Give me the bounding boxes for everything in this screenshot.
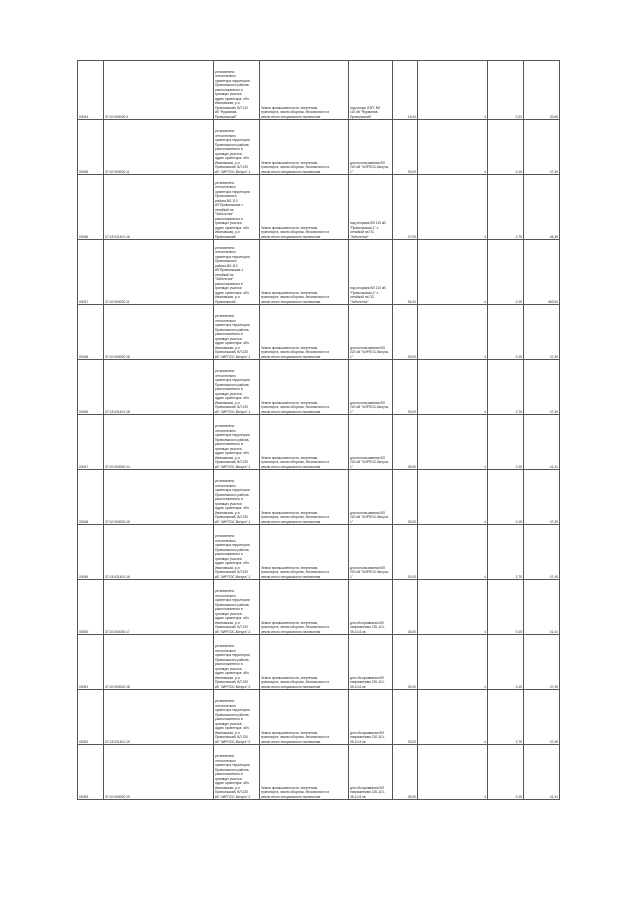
table-row bbox=[78, 415, 560, 470]
location-description: установлено относительно ориентира территория Приволжского района, расположенного в границах участка адрес ориентира: обл. Ивановская, р-н Приволжский, ВЛ 220 кВ "ЧИРПОС-Вичуга"-2 bbox=[214, 690, 260, 745]
cadastral-number: 37:10:000000:18 bbox=[104, 635, 214, 690]
area-value: 30,00 bbox=[393, 305, 418, 360]
location-description: установлено относительно ориентира территория Приволжского района, расположенного в границах участка адрес ориентира: обл. Ивановская, р-н Приволжский, ВЛ 220 кВ "ЧИРПОС-Вичуга"-1 bbox=[214, 525, 260, 580]
row-id: 00049 bbox=[78, 525, 104, 580]
land-category: Земли промышленности, энергетики, транспорта, земли обороны, безопасности и земли иного специального назначения bbox=[260, 240, 349, 305]
cadastral-value: 47,49 bbox=[524, 360, 560, 415]
cadastral-number: 37:10:000000:11 bbox=[104, 240, 214, 305]
code-digit: 4 bbox=[418, 525, 488, 580]
coefficient-value: 0,15 bbox=[488, 120, 524, 175]
location-description: установлено относительно ориентира территория Приволжского района, расположенного в границах участка адрес ориентира: обл. Ивановская, р-н Приволжский, ВЛ 220 кВ "ЧИРПОС-Вичуга"-1 bbox=[214, 360, 260, 415]
coefficient-value: 0,15 bbox=[488, 470, 524, 525]
cadastral-number: 37:13:031401:19 bbox=[104, 690, 214, 745]
code-digit: 4 bbox=[418, 240, 488, 305]
row-id: 00051 bbox=[78, 635, 104, 690]
location-description: установлено относительно ориентира территория Приволжского района, расположенного в границах участка адрес ориентира: обл. Ивановская, р-н Приволжский, ВЛ 220 кВ "ЧИРПОС-Вичуга"-2 bbox=[214, 745, 260, 800]
code-digit: 4 bbox=[418, 305, 488, 360]
location-description: установлено относительно ориентира территория Приволжского района, расположенного в границах участка адрес ориентира: обл. Ивановская, р-н Приволжский, ВЛ 110 кВ "Фурманов- Приволжский" bbox=[214, 61, 260, 120]
coefficient-value: 0,15 bbox=[488, 305, 524, 360]
table-row bbox=[78, 470, 560, 525]
table-row bbox=[78, 635, 560, 690]
table-row bbox=[78, 175, 560, 240]
coefficient-value: 0,15 bbox=[488, 580, 524, 635]
land-category: Земли промышленности, энергетики, транспорта, земли обороны, безопасности и земли иного специального назначения bbox=[260, 745, 349, 800]
land-category: Земли промышленности, энергетики, транспорта, земли обороны, безопасности и земли иного специального назначения bbox=[260, 635, 349, 690]
table-row bbox=[78, 61, 560, 120]
permitted-use: под опорами ВЛ 110 кВ "Приволжская-1" с отпайкой на ПС "Заболотье" bbox=[349, 240, 393, 305]
location-description: установлено относительно ориентира территория Приволжского района,ВЛ-110 кВ"Приволжская-т отпайкой на "Заболотье" расположенного в границах участка адрес ориентира: обл. Ивановская, р-н Приволжский bbox=[214, 175, 260, 240]
coefficient-value: 0,15 bbox=[488, 240, 524, 305]
cadastral-value: 47,49 bbox=[524, 120, 560, 175]
area-value: 27,00 bbox=[393, 175, 418, 240]
land-plots-table bbox=[77, 60, 560, 800]
location-description: установлено относительно ориентира территория Приволжского района, расположенного в границах участка адрес ориентира: обл. Ивановская, р-н Приволжский, ВЛ 220 кВ "ЧИРПОС-Вичуга"-1 bbox=[214, 305, 260, 360]
table-row bbox=[78, 305, 560, 360]
code-digit: 4 bbox=[418, 61, 488, 120]
land-category: Земли промышленности, энергетики, транспорта, земли обороны, безопасности и земли иного специального назначения bbox=[260, 360, 349, 415]
row-id: 00047 bbox=[78, 415, 104, 470]
cadastral-value: 47,49 bbox=[524, 305, 560, 360]
coefficient-value: 2,75 bbox=[488, 360, 524, 415]
code-digit: 4 bbox=[418, 415, 488, 470]
location-description: установлено относительно ориентира территория Приволжского района, расположенного в границах участка адрес ориентира: обл. Ивановская, р-н Приволжский, ВЛ 220 кВ "ЧИРПОС-Вичуга"-2 bbox=[214, 580, 260, 635]
code-digit: 4 bbox=[418, 635, 488, 690]
coefficient-value: 0,15 bbox=[488, 415, 524, 470]
land-category: Земли промышленности, энергетики, транспорта, земли обороны, безопасности и земли иного специального назначения bbox=[260, 61, 349, 120]
table-row bbox=[78, 580, 560, 635]
row-id: 00046 bbox=[78, 175, 104, 240]
permitted-use: для обслуживания ВЛ напряжением 220-110- 35-10-6 кв bbox=[349, 580, 393, 635]
row-id: 00052 bbox=[78, 690, 104, 745]
code-digit: 4 bbox=[418, 690, 488, 745]
permitted-use: для использования ВЛ 220 кВ "ЧИРПОС-Вичуга- 1" bbox=[349, 305, 393, 360]
table-row bbox=[78, 745, 560, 800]
location-description: установлено относительно ориентира территория Приволжского района, расположенного в границах участка адрес ориентира: обл. Ивановская, р-н Приволжский, ВЛ 220 кВ "ЧИРПОС-Вичуга"-2 bbox=[214, 635, 260, 690]
permitted-use: под опоры ЛЭП, ВЛ 110 кВ "Фурманов- Приволжский" bbox=[349, 61, 393, 120]
permitted-use: для использования ВЛ 220 кВ "ЧИРПОС-Вичуга- 1" bbox=[349, 415, 393, 470]
table-body bbox=[78, 61, 560, 800]
cadastral-number: 37:13:031401:16 bbox=[104, 175, 214, 240]
cadastral-value: 20,65 bbox=[524, 61, 560, 120]
table-row bbox=[78, 690, 560, 745]
coefficient-value: 0,22 bbox=[488, 61, 524, 120]
land-category: Земли промышленности, энергетики, транспорта, земли обороны, безопасности и земли иного специального назначения bbox=[260, 690, 349, 745]
permitted-use: для обслуживания ВЛ напряжением 220-110- 35-10-6 кв bbox=[349, 635, 393, 690]
location-description: установлено относительно ориентира территория Приволжского района, расположенного в границах участка адрес ориентира: обл. Ивановская, р-н Приволжский, ВЛ 220 кВ "ЧИРПОС-Вичуга"-1 bbox=[214, 470, 260, 525]
cadastral-number: 37:10:000000:18 bbox=[104, 305, 214, 360]
location-description: установлено относительно ориентира территория Приволжского района, расположенного в границах участка адрес ориентира: обл. Ивановская, р-н Приволжский, ВЛ 220 кВ "ЧИРПОС-Вичуга"-1 bbox=[214, 415, 260, 470]
table-row bbox=[78, 360, 560, 415]
code-digit: 4 bbox=[418, 580, 488, 635]
cadastral-value: 41,41 bbox=[524, 745, 560, 800]
cadastral-value: 46,35 bbox=[524, 175, 560, 240]
land-category: Земли промышленности, энергетики, транспорта, земли обороны, безопасности и земли иного специального назначения bbox=[260, 305, 349, 360]
land-category: Земли промышленности, энергетики, транспорта, земли обороны, безопасности и земли иного специального назначения bbox=[260, 525, 349, 580]
area-value: 16,00 bbox=[393, 61, 418, 120]
permitted-use: для использования ВЛ 220 кВ "ЧИРПОС-Вичуга- 1" bbox=[349, 360, 393, 415]
location-description: установлено относительно ориентира территория Приволжского района, расположенного в границах участка адрес ориентира: обл. Ивановская, р-н Приволжский, ВЛ 220 кВ "ЧИРПОС-Вичуга"-1 bbox=[214, 120, 260, 175]
permitted-use: для обслуживания ВЛ напряжением 220-110- 35-10-6 кв bbox=[349, 745, 393, 800]
land-category: Земли промышленности, энергетики, транспорта, земли обороны, безопасности и земли иного специального назначения bbox=[260, 415, 349, 470]
coefficient-value: 2,75 bbox=[488, 525, 524, 580]
coefficient-value: 0,15 bbox=[488, 745, 524, 800]
code-digit: 4 bbox=[418, 360, 488, 415]
cadastral-number: 37:10:000000:19 bbox=[104, 745, 214, 800]
cadastral-value: 41,41 bbox=[524, 415, 560, 470]
cadastral-number: 37:10:000000:11 bbox=[104, 120, 214, 175]
row-id: 00048 bbox=[78, 470, 104, 525]
permitted-use: под опорами ВЛ 110 кВ "Приволжская-1" с отпайкой на ПС "Заболотье" bbox=[349, 175, 393, 240]
area-value: 30,00 bbox=[393, 360, 418, 415]
cadastral-value: 452,54 bbox=[524, 240, 560, 305]
land-category: Земли промышленности, энергетики, транспорта, земли обороны, безопасности и земли иного специального назначения bbox=[260, 175, 349, 240]
land-category: Земли промышленности, энергетики, транспорта, земли обороны, безопасности и земли иного специального назначения bbox=[260, 580, 349, 635]
cadastral-value: 47,49 bbox=[524, 470, 560, 525]
area-value: 26,00 bbox=[393, 415, 418, 470]
table-row bbox=[78, 120, 560, 175]
code-digit: 4 bbox=[418, 120, 488, 175]
cadastral-value: 47,49 bbox=[524, 635, 560, 690]
table-row bbox=[78, 240, 560, 305]
cadastral-number: 37:13:031401:18 bbox=[104, 360, 214, 415]
permitted-use: для использования ВЛ 220 кВ "ЧИРПОС-Вичуга- 1" bbox=[349, 470, 393, 525]
cadastral-value: 47,49 bbox=[524, 690, 560, 745]
permitted-use: для использования ВЛ 220 кВ "ЧИРПОС-Вичуга- 1" bbox=[349, 120, 393, 175]
coefficient-value: 2,75 bbox=[488, 690, 524, 745]
code-digit: 4 bbox=[418, 175, 488, 240]
land-category: Земли промышленности, энергетики, транспорта, земли обороны, безопасности и земли иного специального назначения bbox=[260, 470, 349, 525]
cadastral-number: 37:10:000000:4 bbox=[104, 61, 214, 120]
location-description: установлено относительно ориентира территория Приволжского района,ВЛ-110 кВ"Приволжская-1 отпайкой на "Заболотье" расположенного в границах участка адрес ориентира: обл. Ивановская, р-н Приволжский bbox=[214, 240, 260, 305]
row-id: 00047 bbox=[78, 240, 104, 305]
permitted-use: для обслуживания ВЛ напряжением 220-110- 35-10-6 кв bbox=[349, 690, 393, 745]
cadastral-value: 41,41 bbox=[524, 580, 560, 635]
code-digit: 4 bbox=[418, 470, 488, 525]
cadastral-number: 37:10:000000:14 bbox=[104, 415, 214, 470]
row-id: 00044 bbox=[78, 61, 104, 120]
row-id: 00053 bbox=[78, 745, 104, 800]
cadastral-number: 37:13:031401:16 bbox=[104, 525, 214, 580]
area-value: 26,00 bbox=[393, 745, 418, 800]
coefficient-value: 0,15 bbox=[488, 635, 524, 690]
land-category: Земли промышленности, энергетики, транспорта, земли обороны, безопасности и земли иного специального назначения bbox=[260, 120, 349, 175]
area-value: 30,00 bbox=[393, 690, 418, 745]
area-value: 30,00 bbox=[393, 120, 418, 175]
area-value: 30,00 bbox=[393, 525, 418, 580]
cadastral-number: 37:10:000000:15 bbox=[104, 470, 214, 525]
code-digit: 4 bbox=[418, 745, 488, 800]
table-row bbox=[78, 525, 560, 580]
area-value: 54,00 bbox=[393, 240, 418, 305]
area-value: 26,00 bbox=[393, 580, 418, 635]
cadastral-number: 37:10:000000:17 bbox=[104, 580, 214, 635]
cadastral-value: 47,49 bbox=[524, 525, 560, 580]
coefficient-value: 2,75 bbox=[488, 175, 524, 240]
row-id: 00045 bbox=[78, 120, 104, 175]
row-id: 00050 bbox=[78, 580, 104, 635]
area-value: 30,00 bbox=[393, 470, 418, 525]
permitted-use: для использования ВЛ 220 кВ "ЧИРПОС-Вичуга- 1" bbox=[349, 525, 393, 580]
area-value: 30,00 bbox=[393, 635, 418, 690]
row-id: 00049 bbox=[78, 360, 104, 415]
row-id: 00048 bbox=[78, 305, 104, 360]
